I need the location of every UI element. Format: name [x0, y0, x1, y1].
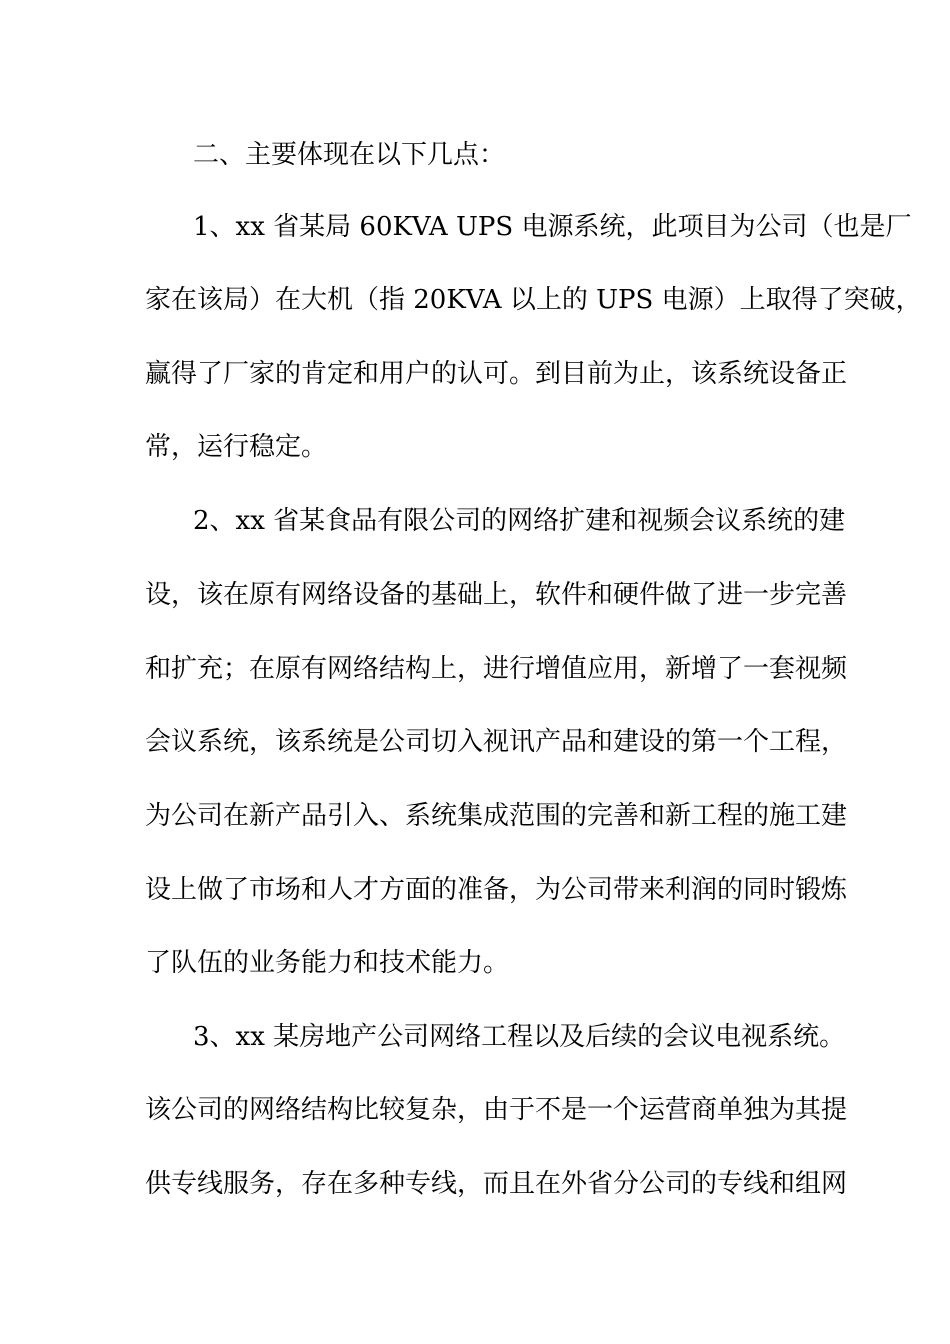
paragraph-2-line-4: 会议系统，该系统是公司切入视讯产品和建设的第一个工程， [145, 727, 848, 757]
paragraph-3-line-1: 3、xx 某房地产公司网络工程以及后续的会议电视系统。 [193, 1022, 846, 1052]
paragraph-1-line-3: 赢得了厂家的肯定和用户的认可。到目前为止，该系统设备正 [145, 359, 848, 389]
paragraph-1-line-2: 家在该局）在大机（指 20KVA 以上的 UPS 电源）上取得了突破， [145, 285, 922, 315]
paragraph-1-line-1: 1、xx 省某局 60KVA UPS 电源系统，此项目为公司（也是厂 [193, 212, 912, 242]
paragraph-3-line-2: 该公司的网络结构比较复杂，由于不是一个运营商单独为其提 [145, 1095, 848, 1125]
paragraph-3-line-3: 供专线服务，存在多种专线，而且在外省分公司的专线和组网 [145, 1169, 848, 1199]
paragraph-2-line-1: 2、xx 省某食品有限公司的网络扩建和视频会议系统的建 [193, 506, 846, 536]
paragraph-1-line-4: 常，运行稳定。 [145, 432, 328, 462]
paragraph-2-line-3: 和扩充；在原有网络结构上，进行增值应用，新增了一套视频 [145, 654, 848, 684]
paragraph-2-line-7: 了队伍的业务能力和技术能力。 [145, 948, 510, 978]
section-heading: 二、主要体现在以下几点： [193, 140, 506, 170]
paragraph-2-line-5: 为公司在新产品引入、系统集成范围的完善和新工程的施工建 [145, 801, 848, 831]
paragraph-2-line-6: 设上做了市场和人才方面的准备，为公司带来利润的同时锻炼 [145, 875, 848, 905]
paragraph-2-line-2: 设，该在原有网络设备的基础上，软件和硬件做了进一步完善 [145, 580, 848, 610]
